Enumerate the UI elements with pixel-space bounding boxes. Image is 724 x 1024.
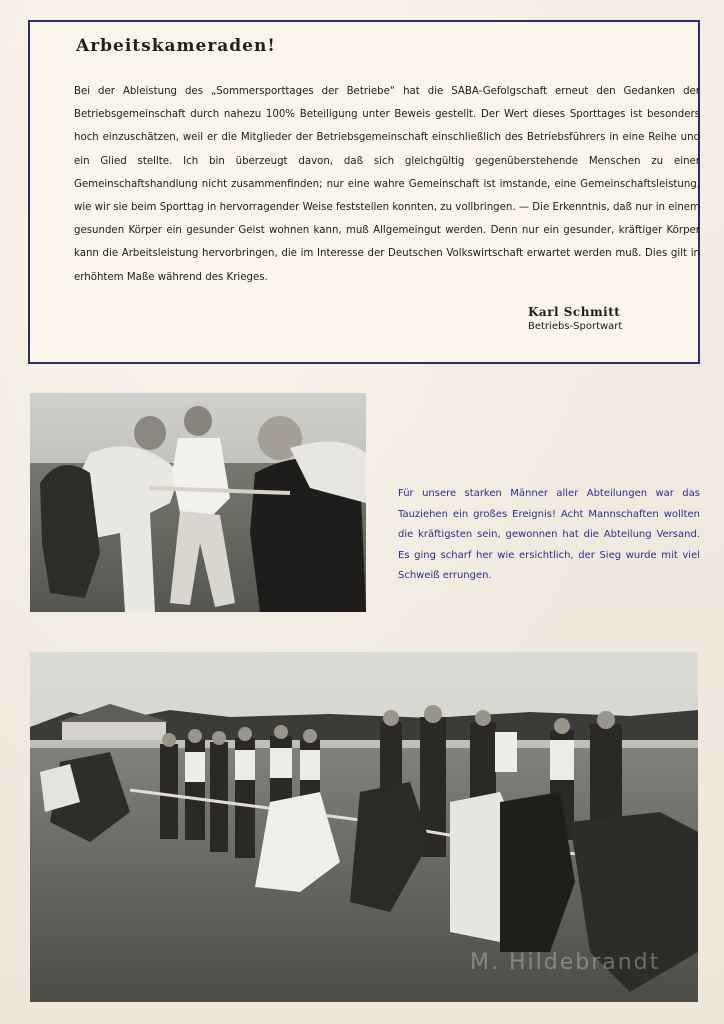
photo-caption: Für unsere starken Männer aller Abteilungen war das Tauziehen ein großes Ereignis! Acht Mannschaften wollten die kräftigsten sein, gewonnen hat die Abteilung Versand. Es ging scharf her wie ersichtlich, der Sieg wurde mit viel Schweiß errungen. (398, 488, 700, 582)
photo-tug-of-war-closeup (30, 393, 366, 612)
signature-role: Betriebs-Sportwart (528, 321, 623, 332)
watermark: M. Hildebrandt (470, 950, 661, 975)
letter-title: Arbeitskameraden! (76, 36, 276, 56)
signature-name: Karl Schmitt (528, 305, 621, 319)
letter-body: Bei der Ableistung des „Sommersporttages der Betriebe“ hat die SABA-Gefolgschaft erneut den Gedanken der Betriebsgemeinschaft durch nahezu 100% Beteiligung unter Beweis gestellt. Der Wert dieses Sporttages ist besonders hoch einzuschätzen, weil er die Mitglieder der Betriebsgemeinschaft einschließlich des Betriebsführers in eine Reihe und ein Glied stellte. Ich bin überzeugt davon, daß sich gleichgültig gegenüberstehende Menschen zu einer Gemeinschaftshandlung nicht zusammenfinden; nur eine wahre Gemeinschaft ist imstande, eine Gemeinschaftsleistung, wie wir sie beim Sporttag in hervorragender Weise feststellen konnten, zu vollbringen. — Die Erkenntnis, daß nur in einem gesunden Körper ein gesunder Geist wohnen kann, muß Allgemeingut werden. Denn nur ein gesunder, kräftiger Körper kann die Arbeitsleistung hervorbringen, die im Interesse der Deutschen Volkswirtschaft erwartet werden muß. Dies gilt in erhöhtem Maße während des Krieges. (74, 86, 700, 283)
letter-box (28, 20, 700, 364)
signature (528, 305, 622, 332)
